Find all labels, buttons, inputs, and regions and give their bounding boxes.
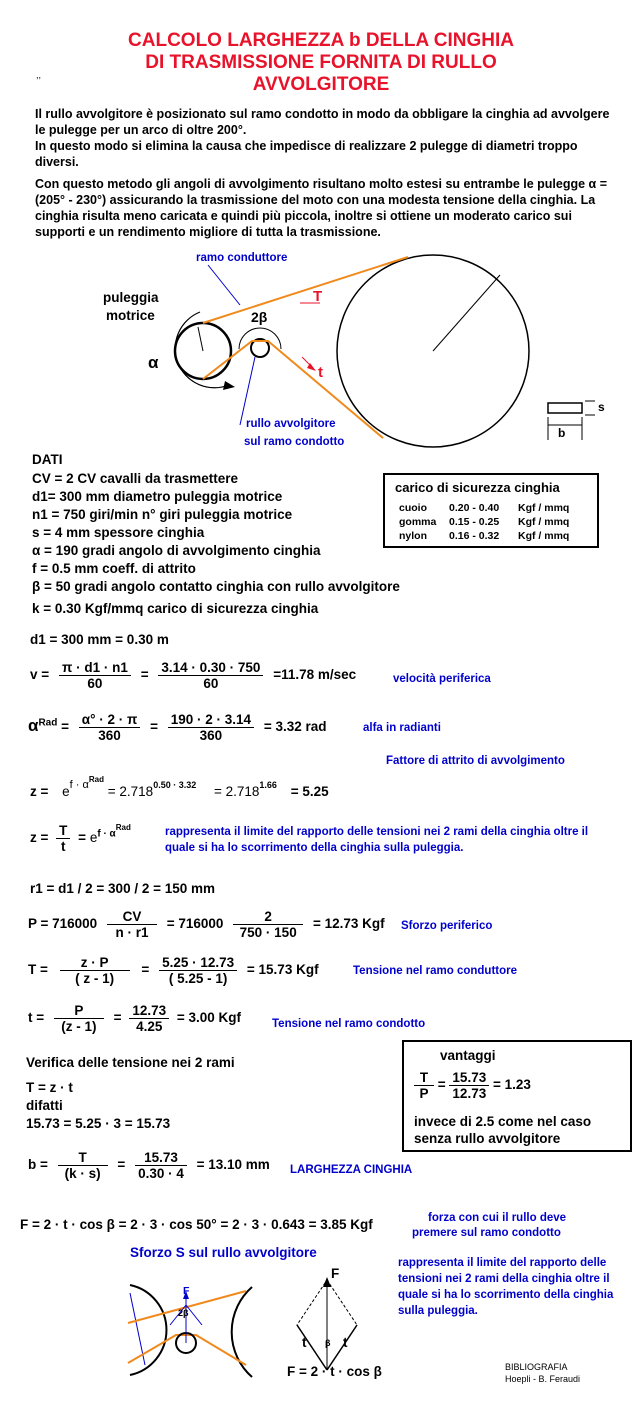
b-den-2: 0.30 · 4 — [138, 1166, 184, 1181]
t-arrow-head — [307, 363, 316, 371]
ver-line-3: 15.73 = 5.25 · 3 = 15.73 — [26, 1116, 171, 1131]
dati-row: s = 4 mm spessore cinghia — [32, 525, 205, 540]
eq-z — [30, 775, 329, 799]
label-rullo-1: rullo avvolgitore — [246, 418, 336, 430]
leader-rullo — [240, 357, 255, 425]
z2-e: e — [89, 830, 98, 846]
vantaggi-den-2: 12.73 — [452, 1086, 487, 1101]
leader-ramo-conduttore — [208, 265, 240, 305]
carico-range: 0.20 - 0.40 — [449, 502, 500, 514]
a-num-1: α° · 2 · π — [79, 712, 141, 728]
dati-row: k = 0.30 Kgf/mmq carico di sicurezza cinghia — [32, 601, 319, 616]
T-den-1: ( z - 1) — [75, 971, 115, 986]
belt-tight-side — [203, 257, 408, 323]
diamond-t-right-label: t — [343, 1335, 348, 1350]
P-result: = 12.73 Kgf — [312, 916, 385, 932]
t-den-1: (z - 1) — [61, 1019, 97, 1034]
T-note: Tensione nel ramo conduttore — [353, 965, 517, 977]
z-result: = 5.25 — [290, 784, 329, 799]
belt-section — [548, 403, 582, 413]
v-num-2: 3.14 · 0.30 · 750 — [158, 660, 263, 676]
z2-exp-sup: Rad — [115, 823, 131, 833]
b-lhs: b = — [28, 1157, 48, 1173]
t-num-2: 12.73 — [129, 1003, 169, 1019]
z-e: e — [62, 784, 70, 799]
title-line-2: DI TRASMISSIONE FORNITA DI RULLO — [145, 52, 497, 73]
label-s: s — [598, 400, 605, 414]
v-lhs: v = — [30, 667, 50, 683]
a-lhs: α — [28, 716, 39, 736]
carico-mat: cuoio — [399, 502, 427, 514]
alpha-arc-arrow — [223, 381, 235, 390]
title-mark: ,, — [36, 70, 42, 80]
a-num-2: 190 · 2 · 3.14 — [168, 712, 254, 728]
diamond-beta: β — [325, 1338, 331, 1348]
dati-row: f = 0.5 mm coeff. di attrito — [32, 561, 196, 576]
b-num-2: 15.73 — [135, 1150, 187, 1166]
z2-den: t — [61, 839, 66, 854]
vantaggi-result: = 1.23 — [492, 1077, 531, 1093]
F-note-2: premere sul ramo condotto — [412, 1227, 561, 1239]
vantaggi-text-1: invece di 2.5 come nel caso — [414, 1114, 592, 1129]
carico-unit: Kgf / mmq — [518, 502, 570, 514]
dati-row: α = 190 gradi angolo di avvolgimento cinghia — [32, 543, 321, 558]
intro-paragraph-2: In questo modo si elimina la causa che impedisce di realizzare 2 pulegge di diametri troppo diversi. — [35, 139, 578, 169]
label-motrice: motrice — [106, 308, 155, 323]
small-F-label: F — [183, 1285, 190, 1297]
carico-mat: nylon — [399, 530, 427, 542]
b-note: LARGHEZZA CINGHIA — [290, 1164, 413, 1176]
vantaggi-den-1: P — [419, 1086, 429, 1101]
alpha-note: alfa in radianti — [363, 722, 441, 734]
eq-t: t = $\frac{P}{(z - 1)}$ = $\frac{12.73}{4.25}$ = 3.00 Kgf — [28, 1003, 242, 1034]
T-lhs: T = — [28, 962, 48, 978]
biblio-1: BIBLIOGRAFIA — [505, 1362, 568, 1372]
biblio-2: Hoepli - B. Feraudi — [505, 1374, 581, 1384]
b-num-1: T — [58, 1150, 108, 1166]
T-den-2: ( 5.25 - 1) — [168, 971, 228, 986]
label-ramo-conduttore: ramo conduttore — [196, 252, 288, 264]
z-m1: = 2.718 — [107, 784, 154, 799]
z2-num: T — [56, 823, 70, 839]
dati-row: CV = 2 CV cavalli da trasmettere — [32, 471, 238, 486]
eq-velocity: v = $\frac{\pi \cdot d1 \cdot n1}{60}$ = $\frac{3.14 \cdot 0.30 \cdot 750}{60}$ =11.78 m/sec — [30, 660, 357, 691]
P-num-1: CV — [107, 909, 157, 925]
P-lhs: P = 716000 — [28, 916, 98, 932]
eq-alpha-rad: $\alpha^{Rad}$ = $\frac{\alpha^\circ \cdot 2 \cdot \pi}{360}$ = $\frac{190 \cdot 2 \cdot 3.14}{360}$ = 3.32 rad — [28, 712, 327, 743]
label-two-beta: 2β — [251, 309, 268, 325]
ver-title: Verifica delle tensione nei 2 rami — [26, 1055, 235, 1070]
z-exp-sup: Rad — [88, 775, 104, 784]
driven-pulley-radius — [433, 275, 500, 351]
title-line-3: AVVOLGITORE — [252, 74, 390, 95]
intro-paragraph-1: Il rullo avvolgitore è posizionato sul ramo condotto in modo da obbligare la cinghia ad avvolgere le pulegge per un arco di oltre 200°. — [35, 107, 610, 137]
eq-z-ratio: z = $\frac{T}{t}$ = $e^{f \cdot \alpha Rad}$ — [30, 823, 131, 854]
v-num-1: π · d1 · n1 — [59, 660, 131, 676]
small-two-beta: 2β — [178, 1308, 189, 1318]
dati-row: d1= 300 mm diametro puleggia motrice — [32, 489, 283, 504]
label-alpha: α — [148, 353, 159, 372]
carico-box — [383, 473, 599, 548]
z-m2-exp: 1.66 — [259, 780, 277, 790]
left-pulley-arc — [130, 1285, 166, 1375]
carico-mat: gomma — [399, 516, 437, 528]
eq-b: b = $\frac{T}{(k \cdot s)}$ = $\frac{15.73}{0.30 \cdot 4}$ = 13.10 mm — [28, 1150, 270, 1181]
label-rullo-2: sul ramo condotto — [244, 436, 345, 448]
eq-P — [28, 909, 385, 940]
P-den-2: 750 · 150 — [239, 925, 297, 940]
T-num-2: 5.25 · 12.73 — [159, 955, 237, 971]
P-den-1: n · r1 — [115, 925, 149, 940]
diamond-F-label: F — [331, 1266, 340, 1281]
v-result: =11.78 m/sec — [273, 667, 357, 683]
t-num-1: P — [54, 1003, 104, 1019]
P-num-2: 2 — [233, 909, 303, 925]
b-result: = 13.10 mm — [196, 1157, 270, 1173]
t-den-2: 4.25 — [136, 1019, 163, 1034]
diamond-F-arrow — [323, 1277, 331, 1287]
T-num-1: z · P — [60, 955, 130, 971]
T-result: = 15.73 Kgf — [246, 962, 319, 978]
F-bottom: F = 2 · t · cos β — [287, 1364, 382, 1379]
vantaggi-box — [402, 1040, 632, 1152]
b-den-1: (k · s) — [64, 1166, 101, 1181]
carico-unit: Kgf / mmq — [518, 516, 570, 528]
eq-T: T = $\frac{z \cdot P}{( z - 1)}$ = $\frac{5.25 \cdot 12.73}{( 5.25 - 1)}$ = 15.73 Kgf — [28, 955, 319, 986]
a-den-2: 360 — [199, 728, 223, 743]
v-den-2: 60 — [203, 676, 219, 691]
t-result: = 3.00 Kgf — [176, 1010, 242, 1026]
calc-d1: d1 = 300 mm = 0.30 m — [30, 632, 169, 647]
carico-title: carico di sicurezza cinghia — [395, 480, 560, 495]
a-result: = 3.32 rad — [263, 719, 327, 735]
P-note: Sforzo periferico — [401, 920, 493, 932]
t-lhs: t = — [28, 1010, 45, 1026]
vantaggi-text-2: senza rullo avvolgitore — [414, 1131, 561, 1146]
P-mid: = 716000 — [166, 916, 224, 932]
driving-pulley-radius — [198, 327, 203, 351]
dati-row: n1 = 750 giri/min n° giri puleggia motrice — [32, 507, 293, 522]
z2-note: rappresenta il limite del rapporto delle tensioni nei 2 rami della cinghia oltre il quale si ha lo scorrimento della cinghia sulla puleggia. — [165, 826, 589, 854]
vantaggi-num-1: T — [414, 1070, 434, 1086]
vantaggi-eq: $\frac{T}{P}$ = $\frac{15.73}{12.73}$ = 1.23 — [414, 1070, 531, 1101]
ver-line-2: difatti — [26, 1098, 63, 1113]
carico-range: 0.15 - 0.25 — [449, 516, 500, 528]
z-lhs: z = — [30, 784, 49, 799]
diamond-t-left-label: t — [302, 1335, 307, 1350]
label-puleggia: puleggia — [103, 290, 159, 305]
dati-row: β = 50 gradi angolo contatto cinghia con rullo avvolgitore — [32, 579, 400, 594]
eq-F: F = 2 · t · cos β = 2 · 3 · cos 50° = 2 · 3 · 0.643 = 3.85 Kgf — [20, 1217, 373, 1232]
a-den-1: 360 — [98, 728, 121, 743]
z-m1-exp: 0.50 · 3.32 — [153, 780, 197, 790]
vantaggi-title: vantaggi — [440, 1048, 496, 1063]
a-sup: Rad — [38, 717, 58, 729]
title-line-1: CALCOLO LARGHEZZA b DELLA CINGHIA — [128, 30, 514, 51]
F-note-1: forza con cui il rullo deve — [428, 1212, 567, 1224]
v-note: velocità periferica — [393, 673, 491, 685]
vantaggi-num-2: 15.73 — [449, 1070, 489, 1086]
intro-paragraph-3: Con questo metodo gli angoli di avvolgimento risultano molto estesi su entrambe le pulegge α = (205° - 230°) assicurando la trasmissione del moto con una modesta tensione della cinghia. La cinghia risulta meno caricata e quindi più piccola, inoltre si ottiene un moderato carico sui supporti e un rendimento migliore di tutta la trasmissione. — [35, 177, 607, 239]
S-note: rappresenta il limite del rapporto delle tensioni nei 2 rami della cinghia oltre il quale si ha lo scorrimento della cinghia sulla puleggia. — [398, 1257, 614, 1317]
z-m2: = 2.718 — [213, 784, 260, 799]
dati-heading: DATI — [32, 452, 63, 467]
z2-exp: f · α — [97, 828, 116, 840]
t-note: Tensione nel ramo condotto — [272, 1018, 426, 1030]
ver-line-1: T = z · t — [26, 1080, 73, 1095]
z2-lhs: z = — [30, 830, 49, 846]
v-den-1: 60 — [87, 676, 103, 691]
carico-range: 0.16 - 0.32 — [449, 530, 500, 542]
z-note-top: Fattore di attrito di avvolgimento — [386, 755, 565, 767]
label-T: T — [313, 288, 323, 305]
carico-unit: Kgf / mmq — [518, 530, 570, 542]
label-t: t — [318, 364, 323, 381]
label-b: b — [558, 426, 566, 440]
small-belt-slack — [128, 1335, 246, 1365]
S-title: Sforzo S sul rullo avvolgitore — [130, 1245, 317, 1260]
z-exp: f · α — [69, 779, 89, 791]
calc-r1: r1 = d1 / 2 = 300 / 2 = 150 mm — [30, 881, 215, 896]
